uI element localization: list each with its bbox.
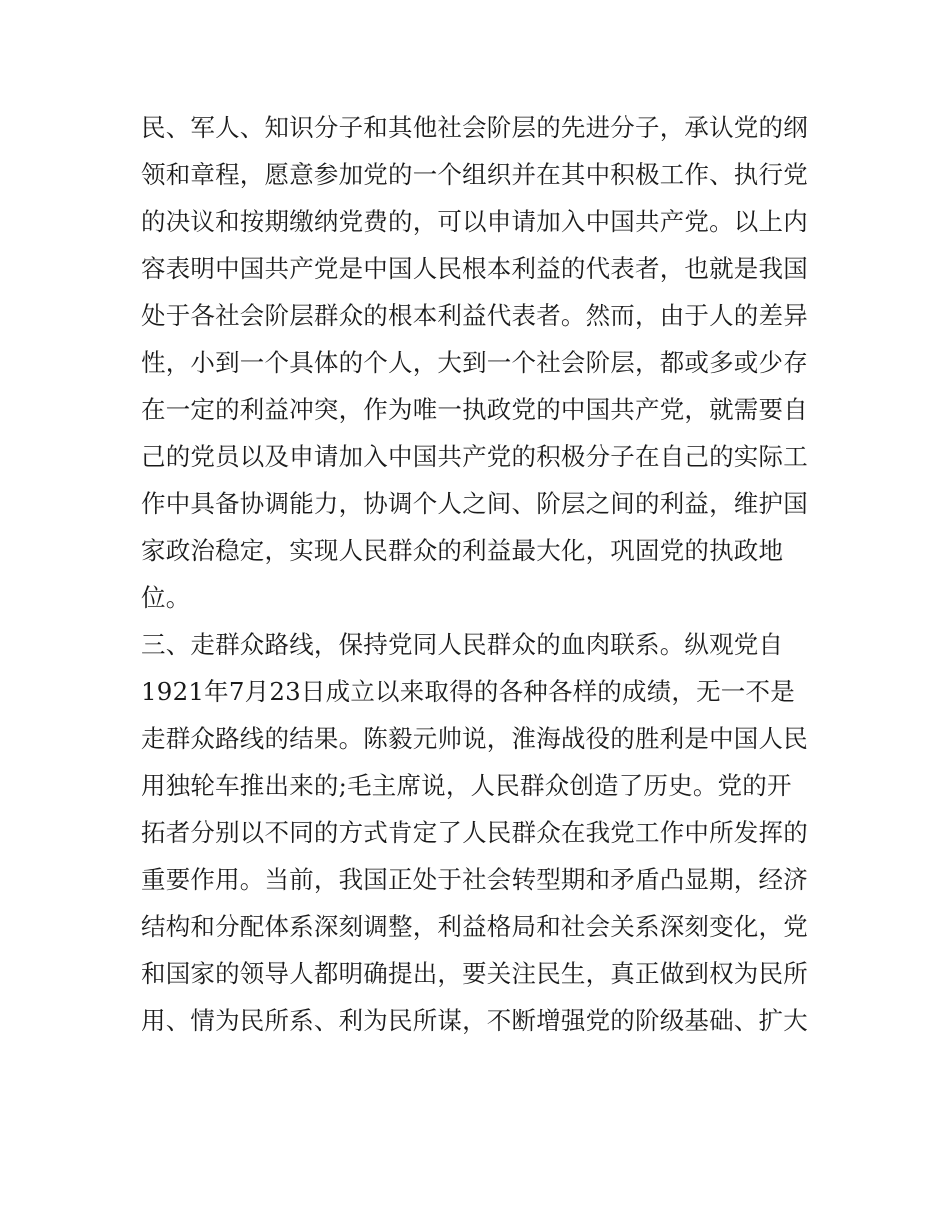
text-line: 家政治稳定，实现人民群众的利益最大化，巩固党的执政地 bbox=[141, 536, 784, 565]
text-line: 位。 bbox=[141, 583, 191, 612]
text-line: 作中具备协调能力，协调个人之间、阶层之间的利益，维护国 bbox=[141, 489, 808, 518]
text-line: 性，小到一个具体的个人，大到一个社会阶层，都或多或少存 bbox=[141, 348, 808, 377]
text-line: 结构和分配体系深刻调整，利益格局和社会关系深刻变化，党 bbox=[141, 912, 808, 941]
text-line: 拓者分别以不同的方式肯定了人民群众在我党工作中所发挥的 bbox=[141, 818, 808, 847]
text-line: 己的党员以及申请加入中国共产党的积极分子在自己的实际工 bbox=[141, 442, 808, 471]
text-line: 容表明中国共产党是中国人民根本利益的代表者，也就是我国 bbox=[141, 254, 808, 283]
text-line: 用、情为民所系、利为民所谋，不断增强党的阶级基础、扩大 bbox=[141, 1006, 808, 1035]
text-line: 1921年7月23日成立以来取得的各种各样的成绩，无一不是 bbox=[141, 677, 795, 706]
text-line: 在一定的利益冲突，作为唯一执政党的中国共产党，就需要自 bbox=[141, 395, 808, 424]
text-line: 重要作用。当前，我国正处于社会转型期和矛盾凸显期，经济 bbox=[141, 865, 808, 894]
text-line: 处于各社会阶层群众的根本利益代表者。然而，由于人的差异 bbox=[141, 301, 808, 330]
text-line: 用独轮车推出来的;毛主席说，人民群众创造了历史。党的开 bbox=[141, 771, 792, 800]
text-line: 三、走群众路线，保持党同人民群众的血肉联系。纵观党自 bbox=[141, 630, 784, 659]
text-line: 民、军人、知识分子和其他社会阶层的先进分子，承认党的纲 bbox=[141, 113, 808, 142]
text-line: 走群众路线的结果。陈毅元帅说，淮海战役的胜利是中国人民 bbox=[141, 724, 808, 753]
body-text bbox=[141, 104, 821, 1044]
text-line: 领和章程，愿意参加党的一个组织并在其中积极工作、执行党 bbox=[141, 160, 808, 189]
text-line: 和国家的领导人都明确提出，要关注民生，真正做到权为民所 bbox=[141, 959, 808, 988]
text-line: 的决议和按期缴纳党费的，可以申请加入中国共产党。以上内 bbox=[141, 207, 808, 236]
